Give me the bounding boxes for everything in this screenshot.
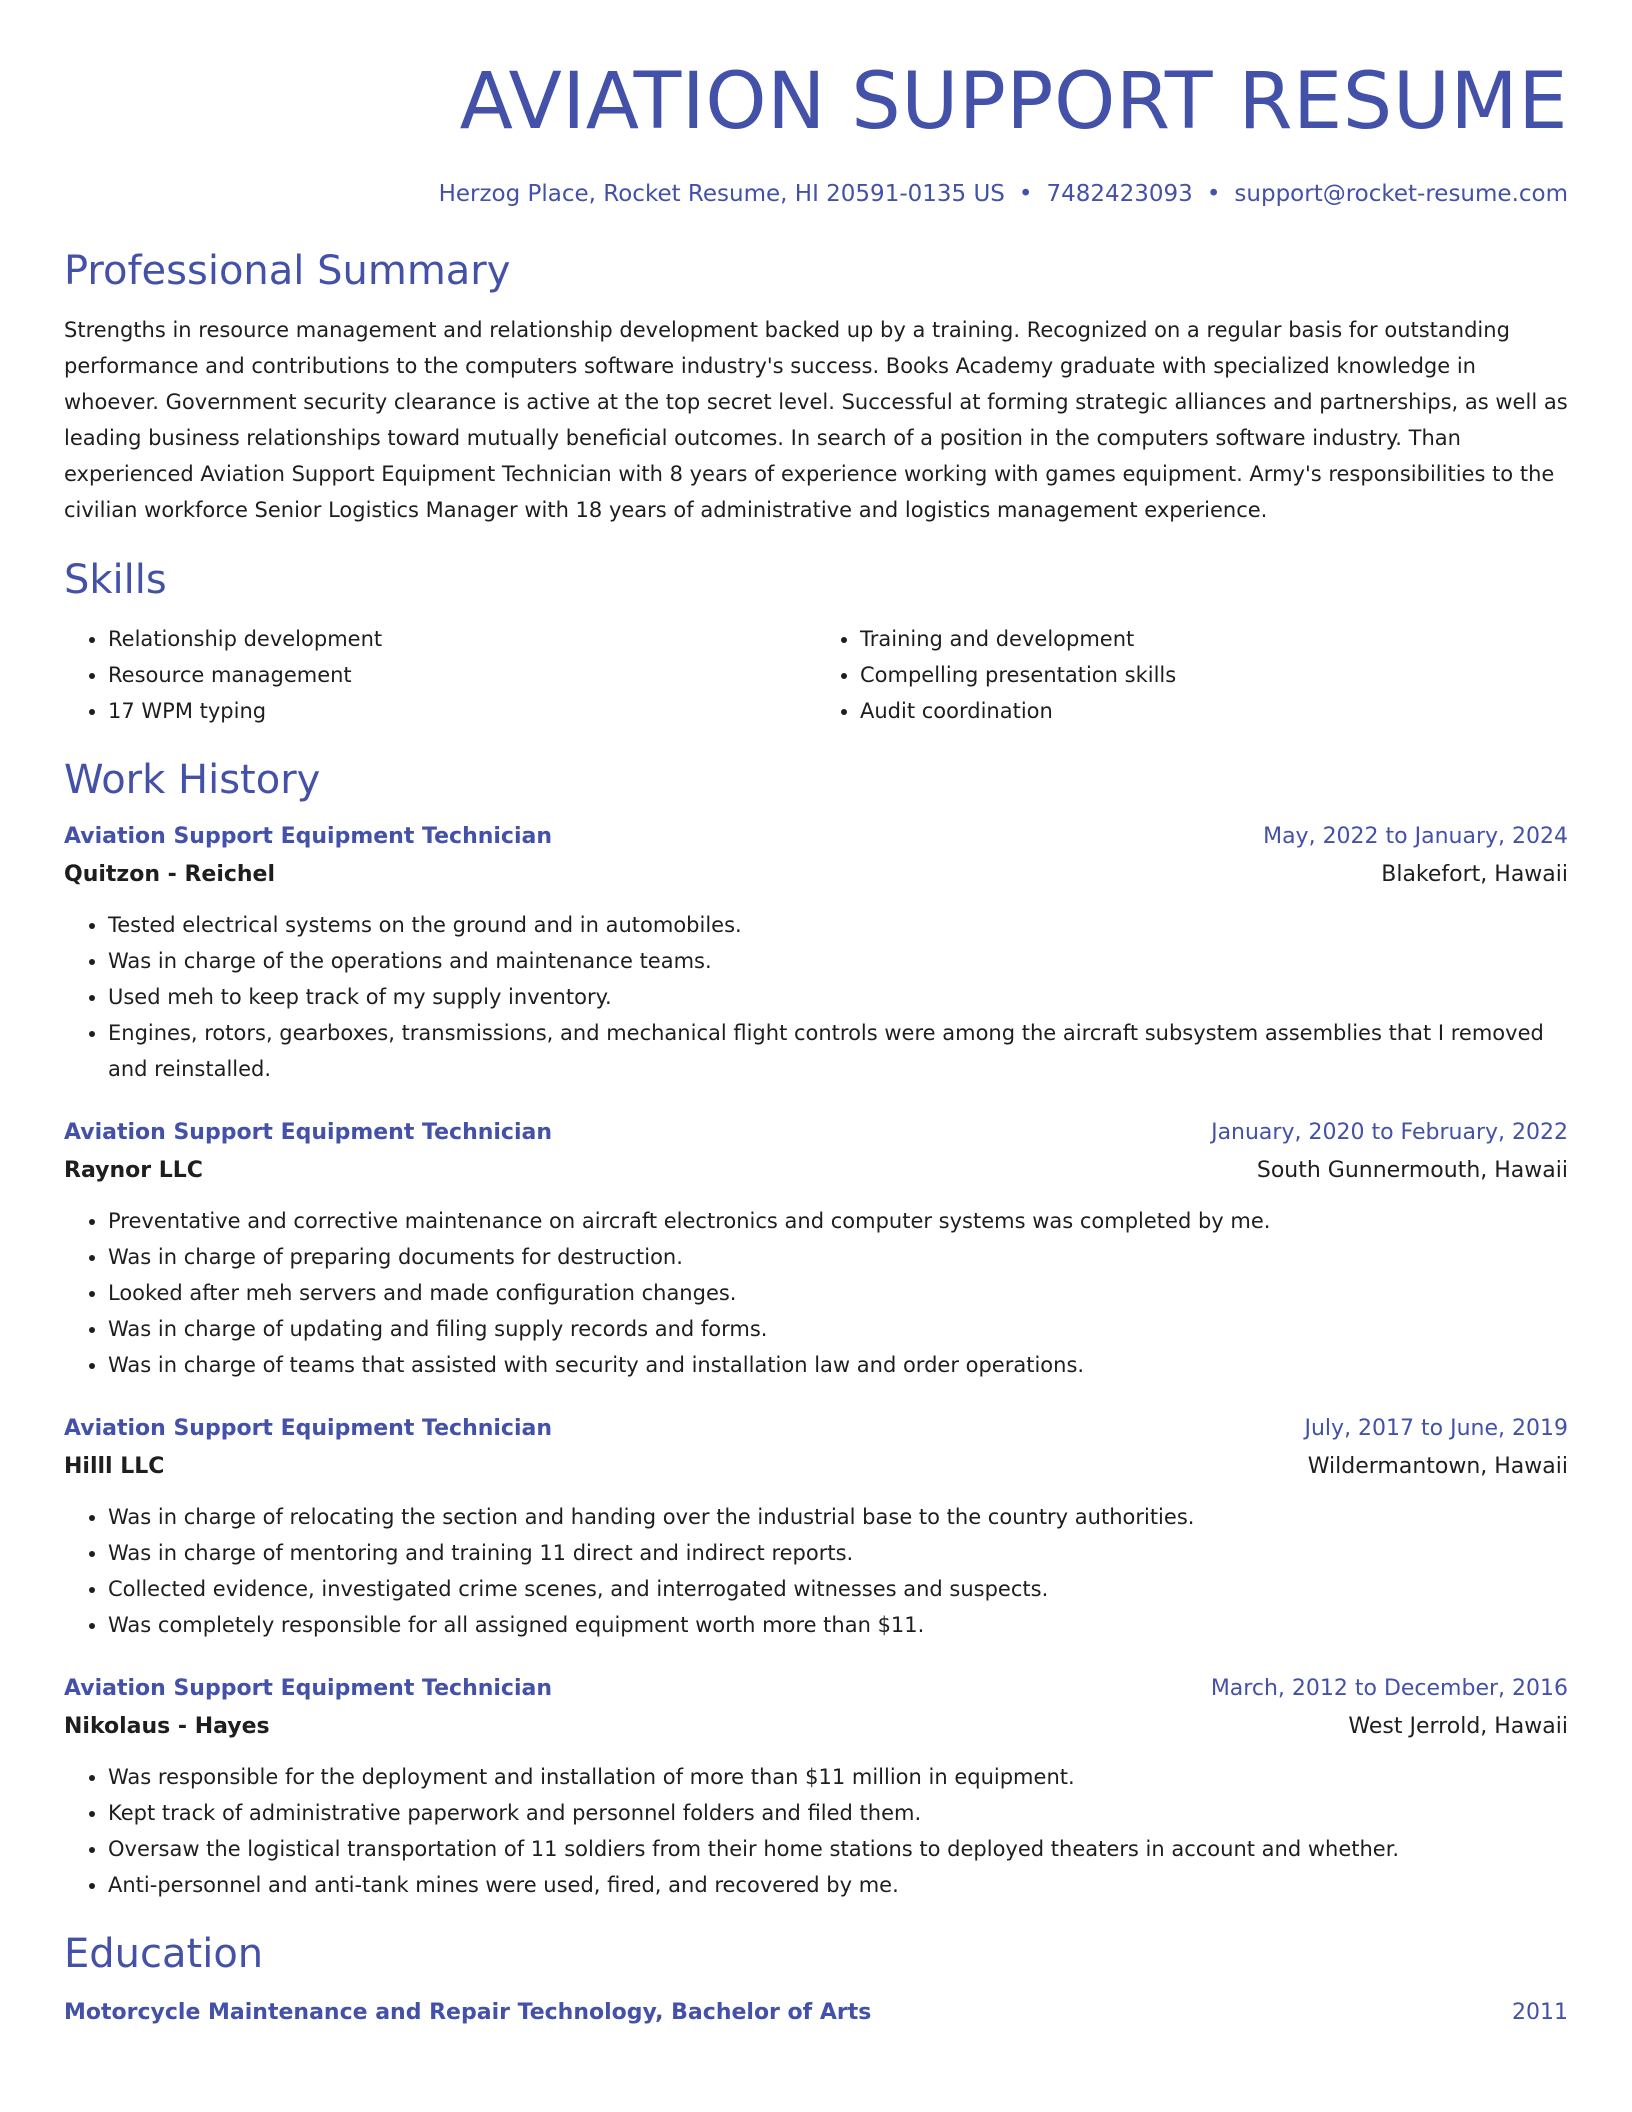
job-location: Wildermantown, Hawaii bbox=[1307, 1454, 1568, 1479]
job-company-row bbox=[64, 1151, 1568, 1191]
skill-item: • Compelling presentation skills bbox=[860, 657, 1568, 693]
contact-line bbox=[64, 179, 1568, 209]
job-entry bbox=[64, 819, 1568, 1087]
skills-list-left bbox=[64, 621, 816, 729]
job-bullet: • Was responsible for the deployment and installation of more than $11 million in equipment. bbox=[108, 1759, 1568, 1795]
phone: 7482423093 bbox=[1046, 181, 1193, 207]
skill-item: • 17 WPM typing bbox=[108, 693, 816, 729]
graduation-year: 2011 bbox=[1512, 2000, 1568, 2025]
job-location: Blakefort, Hawaii bbox=[1381, 862, 1568, 887]
company-name: Hilll LLC bbox=[64, 1454, 165, 1479]
skills-list-right bbox=[816, 621, 1568, 729]
job-entry bbox=[64, 1411, 1568, 1643]
section-title-education: Education bbox=[64, 1931, 264, 1977]
job-title: Aviation Support Equipment Technician bbox=[64, 824, 553, 849]
address: Herzog Place, Rocket Resume, HI 20591-0135 US bbox=[438, 181, 1005, 207]
section-title-work-history: Work History bbox=[64, 757, 321, 803]
job-header-row bbox=[64, 1115, 1568, 1151]
skill-item: • Training and development bbox=[860, 621, 1568, 657]
job-entry bbox=[64, 1115, 1568, 1383]
job-location: West Jerrold, Hawaii bbox=[1348, 1714, 1568, 1739]
job-bullets bbox=[64, 1203, 1568, 1383]
job-bullet: • Oversaw the logistical transportation of 11 soldiers from their home stations to deployed theaters in account and whether. bbox=[108, 1831, 1568, 1867]
email-link[interactable]: support@rocket-resume.com bbox=[1234, 181, 1568, 207]
job-company-row bbox=[64, 1707, 1568, 1747]
company-name: Quitzon - Reichel bbox=[64, 862, 276, 887]
job-header-row bbox=[64, 819, 1568, 855]
job-dates: March, 2012 to December, 2016 bbox=[1210, 1676, 1568, 1701]
job-bullet: • Was in charge of relocating the section and handing over the industrial base to the country authorities. bbox=[108, 1499, 1568, 1535]
job-header-row bbox=[64, 1411, 1568, 1447]
job-dates: July, 2017 to June, 2019 bbox=[1304, 1416, 1568, 1441]
job-bullet: • Looked after meh servers and made configuration changes. bbox=[108, 1275, 1568, 1311]
contact-separator: • bbox=[1018, 181, 1033, 207]
job-company-row bbox=[64, 855, 1568, 895]
job-bullet: • Anti-personnel and anti-tank mines were used, fired, and recovered by me. bbox=[108, 1867, 1568, 1903]
job-header-row bbox=[64, 1671, 1568, 1707]
job-entry bbox=[64, 1671, 1568, 1903]
job-dates: January, 2020 to February, 2022 bbox=[1211, 1120, 1568, 1145]
summary-text: Strengths in resource management and relationship development backed up by a training. Recognized on a regular basis for outstanding performance and contributions to the computers software industry's success. Books Academy graduate with specialized knowledge in whoever. Government security clearance is active at the top secret level. Successful at forming strategic alliances and partnerships, as well as leading business relationships toward mutually beneficial outcomes. In search of a position in the computers software industry. Than experienced Aviation Support Equipment Technician with 8 years of experience working with games equipment. Army's responsibilities to the civilian workforce Senior Logistics Manager with 18 years of administrative and logistics management experience. bbox=[64, 318, 1568, 522]
skill-item: • Resource management bbox=[108, 657, 816, 693]
job-bullet: • Collected evidence, investigated crime scenes, and interrogated witnesses and suspects. bbox=[108, 1571, 1568, 1607]
job-bullet: • Kept track of administrative paperwork and personnel folders and filed them. bbox=[108, 1795, 1568, 1831]
job-title: Aviation Support Equipment Technician bbox=[64, 1416, 553, 1441]
contact-separator: • bbox=[1206, 181, 1221, 207]
job-title: Aviation Support Equipment Technician bbox=[64, 1120, 553, 1145]
job-bullet: • Used meh to keep track of my supply inventory. bbox=[108, 979, 1568, 1015]
job-bullet: • Was in charge of mentoring and training 11 direct and indirect reports. bbox=[108, 1535, 1568, 1571]
job-dates: May, 2022 to January, 2024 bbox=[1263, 824, 1568, 849]
section-title-summary: Professional Summary bbox=[64, 248, 511, 294]
job-company-row bbox=[64, 1447, 1568, 1487]
job-bullets bbox=[64, 1499, 1568, 1643]
job-bullet: • Was in charge of preparing documents for destruction. bbox=[108, 1239, 1568, 1275]
company-name: Nikolaus - Hayes bbox=[64, 1714, 270, 1739]
job-bullet: • Tested electrical systems on the ground and in automobiles. bbox=[108, 907, 1568, 943]
skills-grid bbox=[64, 621, 1568, 729]
job-bullet: • Engines, rotors, gearboxes, transmissions, and mechanical flight controls were among the aircraft subsystem assemblies that I removed and reinstalled. bbox=[108, 1015, 1568, 1087]
job-bullet: • Was completely responsible for all assigned equipment worth more than $11. bbox=[108, 1607, 1568, 1643]
resume-title: AVIATION SUPPORT RESUME bbox=[459, 57, 1568, 147]
job-location: South Gunnermouth, Hawaii bbox=[1256, 1158, 1568, 1183]
job-bullet: • Was in charge of updating and filing supply records and forms. bbox=[108, 1311, 1568, 1347]
job-bullet: • Was in charge of teams that assisted with security and installation law and order operations. bbox=[108, 1347, 1568, 1383]
job-bullet: • Preventative and corrective maintenance on aircraft electronics and computer systems was completed by me. bbox=[108, 1203, 1568, 1239]
skill-item: • Relationship development bbox=[108, 621, 816, 657]
education-entry bbox=[64, 1995, 1568, 2031]
degree: Motorcycle Maintenance and Repair Technology, Bachelor of Arts bbox=[64, 2000, 872, 2025]
job-bullets bbox=[64, 907, 1568, 1087]
job-bullet: • Was in charge of the operations and maintenance teams. bbox=[108, 943, 1568, 979]
job-bullets bbox=[64, 1759, 1568, 1903]
company-name: Raynor LLC bbox=[64, 1158, 203, 1183]
section-title-skills: Skills bbox=[64, 557, 167, 603]
skill-item: • Audit coordination bbox=[860, 693, 1568, 729]
job-title: Aviation Support Equipment Technician bbox=[64, 1676, 553, 1701]
